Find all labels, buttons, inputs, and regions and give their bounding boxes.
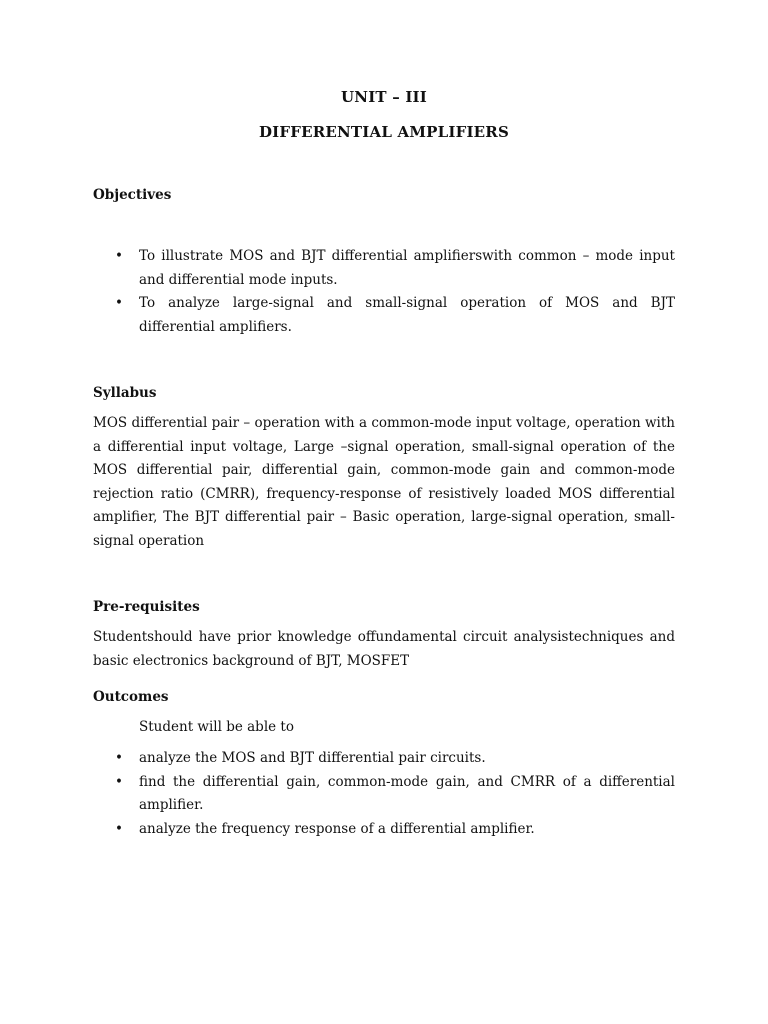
list-item-text: To analyze large-signal and small-signal operation of MOS and BJT differential amplifiers. <box>139 295 675 335</box>
list-item-text: analyze the MOS and BJT differential pair circuits. <box>139 750 486 766</box>
objectives-list <box>93 245 675 339</box>
bullet-icon: • <box>115 750 123 766</box>
bullet-icon: • <box>115 773 123 790</box>
unit-title: UNIT – III <box>341 88 427 106</box>
outcomes-heading: Outcomes <box>93 689 169 705</box>
bullet-icon: • <box>115 295 123 312</box>
list-item-text: analyze the frequency response of a differential amplifier. <box>139 820 535 837</box>
list-item <box>93 771 675 818</box>
page-title: DIFFERENTIAL AMPLIFIERS <box>258 123 510 141</box>
syllabus-text: MOS differential pair – operation with a common-mode input voltage, operation with a differential input voltage, Large –signal operation, small-signal operation of the MOS differential pair, differential gain, common-mode gain and common-mode rejection ratio (CMRR), frequency-response of resistively loaded MOS differential amplifier, The BJT differential pair – Basic operation, large-signal operation, small-signal operation <box>93 415 675 549</box>
list-item-text: To illustrate MOS and BJT differential amplifierswith common – mode input and differential mode inputs. <box>139 248 675 288</box>
bullet-icon: • <box>115 248 123 264</box>
list-item <box>93 245 675 292</box>
list-item <box>93 292 675 339</box>
prerequisites-heading: Pre-requisites <box>93 599 200 615</box>
syllabus-heading: Syllabus <box>93 385 157 401</box>
outcomes-list <box>93 747 675 841</box>
list-item-text: find the differential gain, common-mode gain, and CMRR of a differential amplifier. <box>139 773 675 814</box>
objectives-heading: Objectives <box>93 187 172 203</box>
prerequisites-text: Studentshould have prior knowledge offundamental circuit analysistechniques and basic electronics background of BJT, MOSFET <box>93 629 675 669</box>
list-item <box>93 747 675 771</box>
list-item <box>93 818 675 842</box>
outcomes-intro: Student will be able to <box>139 719 294 735</box>
bullet-icon: • <box>115 820 123 837</box>
